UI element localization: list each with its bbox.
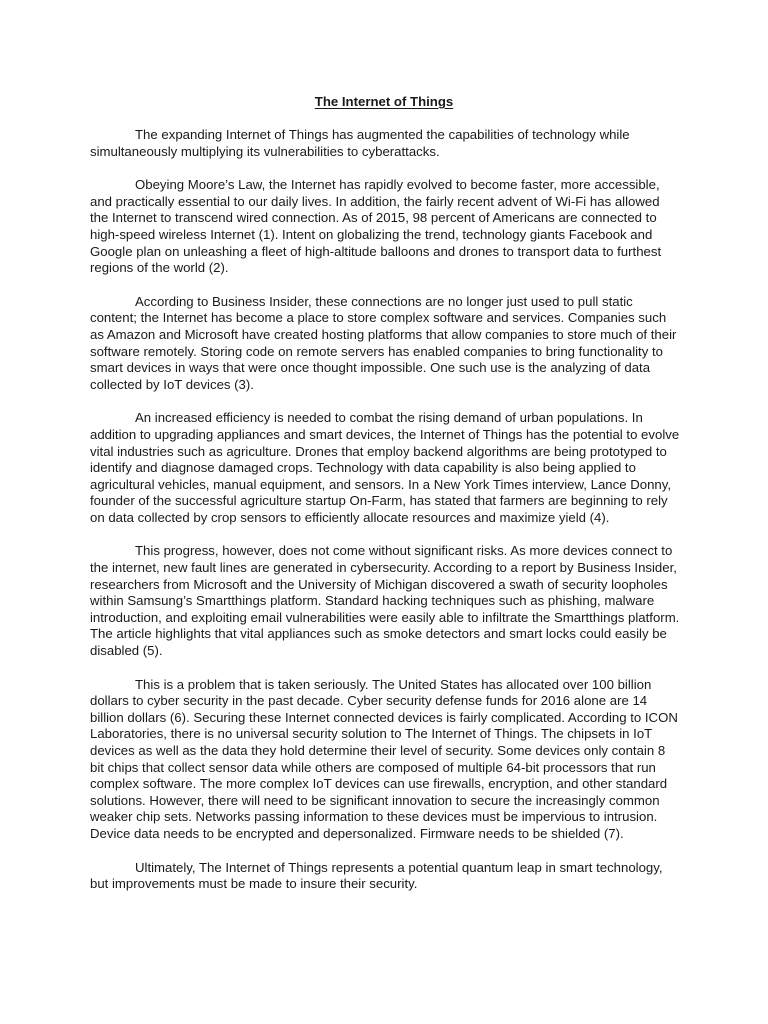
paragraph-risks: This progress, however, does not come without significant risks. As more devices connect to the internet, new fault lines are generated in cybersecurity. According to a report by Business Insider, researchers from Microsoft and the University of Michigan discovered a swath of security loopholes within Samsung’s Smartthings platform. Standard hacking techniques such as phishing, malware introduction, and exploiting email vulnerabilities were easily able to infiltrate the Smartthings platform. The article highlights that vital appliances such as smoke detectors and smart locks could easily be disabled (5). (90, 543, 680, 659)
document-title: The Internet of Things (314, 94, 454, 109)
paragraph-conclusion: Ultimately, The Internet of Things represents a potential quantum leap in smart technology, but improvements must be made to insure their security. (90, 859, 663, 892)
paragraph-security-problem: This is a problem that is taken seriously. The United States has allocated over 100 billion dollars to cyber security in the past decade. Cyber security defense funds for 2016 alone are 14 billion dollars (6). Securing these Internet connected devices is fairly complicated. According to ICON Laboratories, there is no universal security solution to The Internet of Things. The chipsets in IoT devices as well as the data they hold determine their level of security. Some devices only contain 8 bit chips that collect sensor data while others are composed of multiple 64-bit processors that run complex software. The more complex IoT devices can use firewalls, encryption, and other standard solutions. However, there will need to be significant innovation to secure the increasingly common weaker chip sets. Networks passing information to these devices must be impervious to intrusion. Device data needs to be encrypted and depersonalized. Firmware needs to be shielded (7). (90, 676, 678, 841)
document-body (90, 127, 680, 910)
paragraph-intro: The expanding Internet of Things has augmented the capabilities of technology while simultaneously multiplying its vulnerabilities to cyberattacks. (90, 127, 630, 159)
paragraph-moores-law: Obeying Moore’s Law, the Internet has rapidly evolved to become faster, more accessible, and practically essential to our daily lives. In addition, the fairly recent advent of Wi-Fi has allowed the Internet to transcend wired connection. As of 2015, 98 percent of Americans are connected to high-speed wireless Internet (1). Intent on globalizing the trend, technology giants Facebook and Google plan on unleashing a fleet of high-altitude balloons and drones to transport data to furthest regions of the world (2). (90, 177, 662, 276)
paragraph-business-insider: According to Business Insider, these connections are no longer just used to pull static content; the Internet has become a place to store complex software and services. Companies such as Amazon and Microsoft have created hosting platforms that allow companies to store much of their software remotely. Storing code on remote servers has enabled companies to bring functionality to smart devices in ways that were once thought impossible. One such use is the analyzing of data collected by IoT devices (3). (90, 293, 677, 392)
paragraph-agriculture: An increased efficiency is needed to combat the rising demand of urban populations. In addition to upgrading appliances and smart devices, the Internet of Things has the potential to evolve vital industries such as agriculture. Drones that employ backend algorithms are being prototyped to identify and diagnose damaged crops. Technology with data capability is also being applied to agricultural vehicles, manual equipment, and sensors. In a New York Times interview, Lance Donny, founder of the successful agriculture startup On-Farm, has stated that farmers are beginning to rely on data collected by crop sensors to efficiently allocate resources and maximize yield (4). (90, 410, 680, 525)
